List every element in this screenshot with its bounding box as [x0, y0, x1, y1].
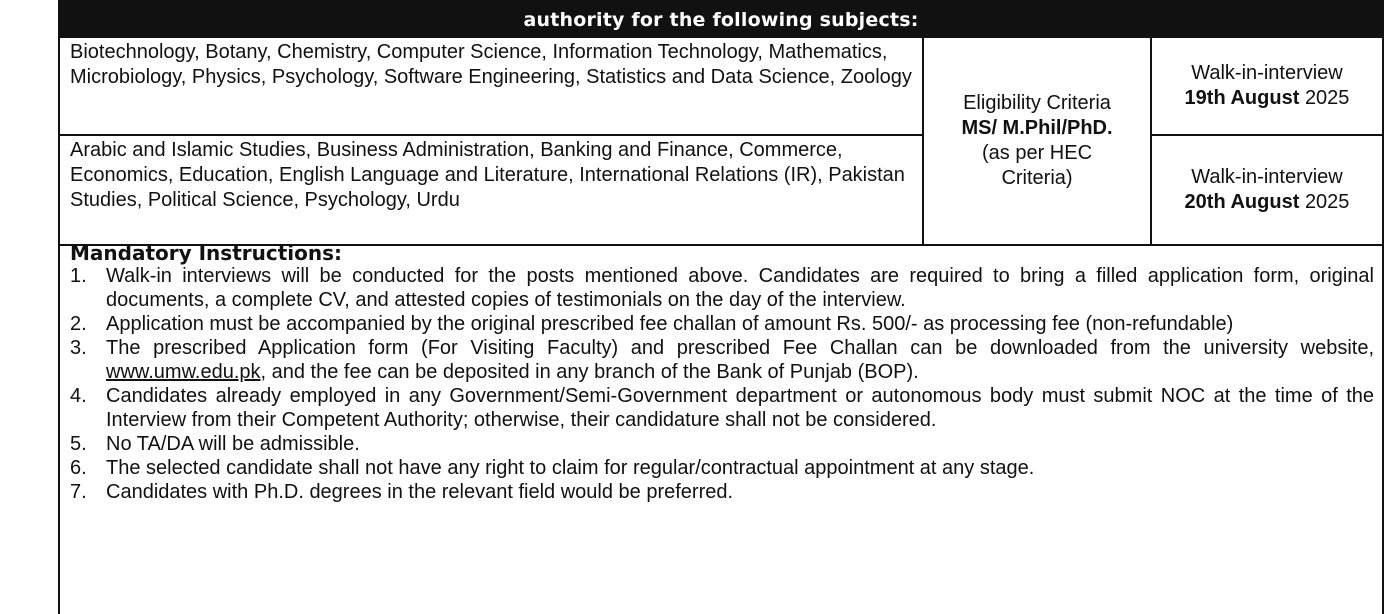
criteria-degrees: MS/ M.Phil/PhD. [961, 117, 1113, 139]
interview-label: Walk-in-interview [1191, 166, 1343, 188]
header-title: authority for the following subjects: [523, 9, 919, 31]
interview-date-cell [1151, 135, 1383, 245]
item-number: 5. [70, 433, 87, 455]
advertisement-page [58, 0, 1384, 600]
item-number: 2. [70, 313, 87, 335]
interview-year: 2025 [1304, 191, 1350, 213]
list-item [70, 456, 1374, 480]
table-row [59, 37, 1383, 135]
item-number: 1. [70, 265, 87, 287]
item-number: 4. [70, 385, 87, 407]
subjects-cell: Arabic and Islamic Studies, Business Administration, Banking and Finance, Commerce, Economics, Education, English Language and Literature, International Relations (IR), Pakistan Studies, Political Science, Psychology, Urdu [59, 135, 923, 245]
instructions-list [70, 264, 1374, 504]
interview-label: Walk-in-interview [1191, 62, 1343, 84]
item-text: , and the fee can be deposited in any branch of the Bank of Punjab (BOP). [260, 361, 919, 383]
item-text: Application must be accompanied by the original prescribed fee challan of amount Rs. 500/- as processing fee (non-refundable) [106, 313, 1234, 335]
subjects-cell: Biotechnology, Botany, Chemistry, Computer Science, Information Technology, Mathematics, Microbiology, Physics, Psychology, Software Engineering, Statistics and Data Science, Zoology [59, 37, 923, 135]
header-banner [58, 0, 1384, 36]
interview-date-cell [1151, 37, 1383, 135]
criteria-note-line1: (as per HEC [981, 142, 1093, 164]
instructions-section [58, 234, 1384, 614]
item-text: The selected candidate shall not have any right to claim for regular/contractual appointment at any stage. [106, 457, 1035, 479]
interview-year: 2025 [1304, 87, 1350, 109]
item-text: Candidates already employed in any Government/Semi-Government department or autonomous body must submit NOC at the time of the Interview from their Competent Authority; otherwise, their candidature shall not be considered. [106, 385, 1374, 431]
item-text: Candidates with Ph.D. degrees in the relevant field would be preferred. [106, 481, 734, 503]
item-number: 3. [70, 337, 87, 359]
interview-day: 19th August [1184, 87, 1300, 109]
instructions-heading: Mandatory Instructions: [70, 241, 343, 265]
list-item [70, 480, 1374, 504]
list-item [70, 312, 1374, 336]
list-item [70, 264, 1374, 312]
item-text: Walk-in interviews will be conducted for the posts mentioned above. Candidates are required to bring a filled application form, original documents, a complete CV, and attested copies of testimonials on the day of the interview. [106, 265, 1374, 311]
criteria-note-line2: Criteria) [1001, 167, 1073, 189]
list-item [70, 384, 1374, 432]
interview-day: 20th August [1184, 191, 1300, 213]
item-number: 6. [70, 457, 87, 479]
criteria-title: Eligibility Criteria [963, 92, 1111, 114]
item-text: No TA/DA will be admissible. [106, 433, 360, 455]
table-row [59, 135, 1383, 245]
item-text: The prescribed Application form (For Visiting Faculty) and prescribed Fee Challan can be downloaded from the university website, [106, 337, 1374, 359]
university-website-link[interactable]: www.umw.edu.pk [106, 361, 261, 383]
item-number: 7. [70, 481, 87, 503]
eligibility-criteria-cell [923, 37, 1151, 245]
list-item [70, 432, 1374, 456]
list-item [70, 336, 1374, 384]
subjects-table [58, 36, 1384, 246]
